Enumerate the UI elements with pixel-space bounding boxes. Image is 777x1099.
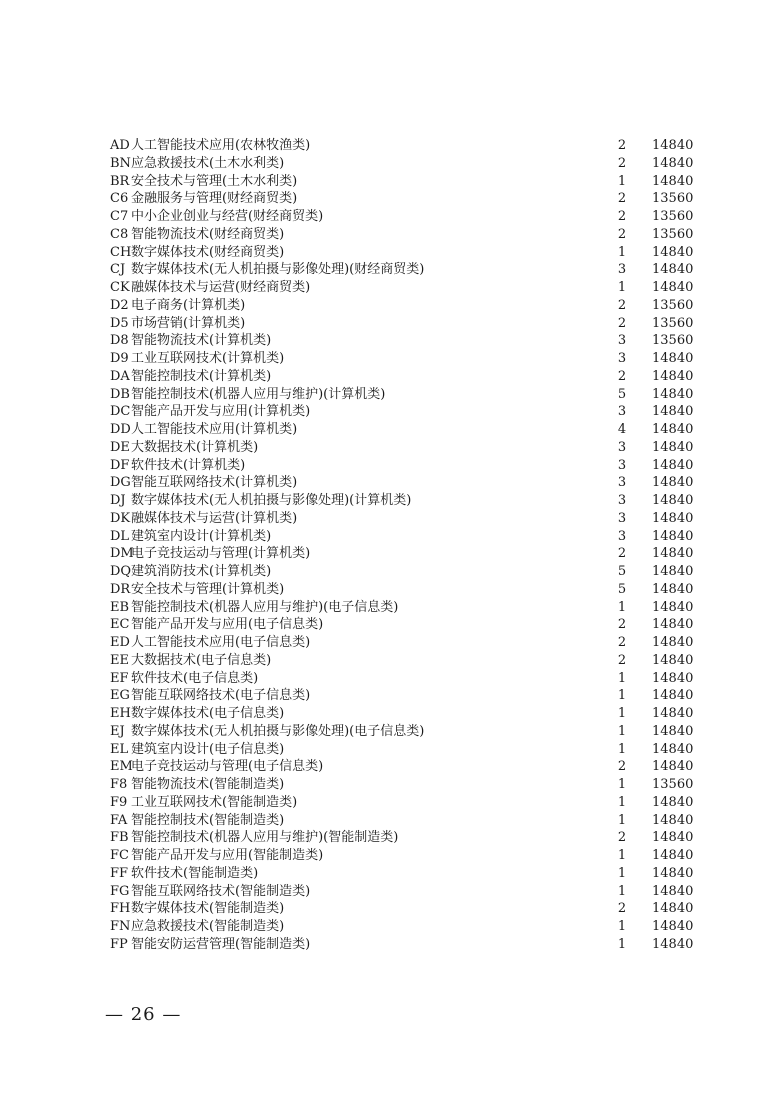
program-code: CJ	[110, 262, 126, 278]
program-fee: 14840	[652, 706, 694, 721]
table-row	[110, 900, 700, 918]
program-name: 电子商务(计算机类)	[131, 297, 246, 313]
program-count: 3	[617, 528, 627, 544]
program-count: 3	[617, 262, 627, 278]
program-fee: 14840	[652, 493, 694, 508]
program-name: 建筑室内设计(计算机类)	[131, 528, 272, 544]
table-row	[110, 776, 700, 794]
program-code: CK	[110, 280, 130, 295]
page-number: — 26 —	[105, 1004, 182, 1025]
table-row	[110, 687, 700, 705]
program-code: F8	[110, 777, 128, 792]
program-count: 2	[617, 368, 627, 384]
table-row	[110, 563, 700, 581]
table-row	[110, 634, 700, 652]
program-count: 1	[617, 599, 627, 615]
program-count: 2	[617, 226, 627, 242]
program-fee: 14840	[652, 564, 694, 579]
program-code: DB	[110, 386, 130, 402]
program-count: 3	[617, 404, 627, 420]
program-fee: 14840	[652, 351, 694, 366]
program-fee: 14840	[652, 422, 694, 437]
program-count: 1	[617, 812, 627, 828]
program-name: 市场营销(计算机类)	[131, 315, 246, 331]
table-row	[110, 332, 700, 350]
table-row	[110, 545, 700, 563]
program-code: EE	[110, 652, 129, 668]
table-row	[110, 350, 700, 368]
program-count: 3	[617, 333, 627, 349]
table-row	[110, 723, 700, 741]
program-fee: 14840	[652, 475, 694, 491]
program-code: F9	[110, 794, 128, 810]
program-name: 软件技术(计算机类)	[131, 457, 246, 473]
table-row	[110, 865, 700, 883]
program-code: DM	[110, 546, 134, 562]
program-fee: 14840	[652, 919, 694, 934]
program-fee: 14840	[652, 812, 694, 828]
table-row	[110, 758, 700, 776]
table-row	[110, 368, 700, 386]
program-name: 金融服务与管理(财经商贸类)	[131, 191, 298, 207]
program-code: EM	[110, 759, 133, 775]
program-name: 智能物流技术(计算机类)	[131, 333, 272, 349]
program-name: 智能安防运营管理(智能制造类)	[131, 936, 311, 952]
program-code: CH	[110, 244, 132, 260]
table-row	[110, 599, 700, 617]
program-code: DK	[110, 510, 131, 526]
program-fee: 14840	[652, 883, 694, 899]
program-name: 智能产品开发与应用(智能制造类)	[131, 848, 324, 863]
table-row	[110, 386, 700, 404]
program-name: 工业互联网技术(智能制造类)	[131, 794, 298, 810]
program-code: C6	[110, 191, 129, 207]
program-name: 数字媒体技术(无人机拍摄与影像处理)(电子信息类)	[131, 723, 425, 739]
program-name: 大数据技术(电子信息类)	[131, 652, 272, 668]
program-count: 4	[617, 422, 627, 437]
program-code: DQ	[110, 564, 132, 579]
program-code: DF	[110, 457, 130, 473]
program-fee: 14840	[652, 404, 694, 420]
program-count: 2	[617, 209, 627, 224]
program-fee: 13560	[652, 777, 694, 792]
program-fee: 13560	[652, 315, 694, 331]
program-code: D9	[110, 351, 129, 366]
table-row	[110, 741, 700, 759]
program-fee: 13560	[652, 333, 694, 349]
program-count: 1	[617, 865, 627, 881]
table-row	[110, 528, 700, 546]
program-fee: 14840	[652, 280, 694, 295]
program-name: 智能产品开发与应用(计算机类)	[131, 404, 311, 420]
table-row	[110, 812, 700, 830]
program-code: EG	[110, 688, 130, 704]
program-name: 人工智能技术应用(农林牧渔类)	[131, 138, 311, 153]
program-count: 2	[617, 617, 627, 633]
program-count: 1	[617, 706, 627, 721]
table-row	[110, 403, 700, 421]
program-name: 软件技术(智能制造类)	[131, 865, 259, 881]
program-fee: 14840	[652, 848, 694, 863]
program-code: BN	[110, 155, 131, 171]
program-code: DE	[110, 439, 130, 455]
program-fee: 14840	[652, 599, 694, 615]
program-fee: 14840	[652, 457, 694, 473]
program-code: C8	[110, 226, 129, 242]
program-code: ED	[110, 635, 130, 650]
program-name: 数字媒体技术(智能制造类)	[131, 901, 285, 917]
program-count: 2	[617, 901, 627, 917]
program-code: BR	[110, 173, 130, 189]
table-row	[110, 829, 700, 847]
program-name: 中小企业创业与经营(财经商贸类)	[131, 209, 324, 224]
program-count: 1	[617, 723, 627, 739]
program-count: 1	[617, 848, 627, 863]
program-name: 建筑室内设计(电子信息类)	[131, 741, 285, 757]
program-code: FF	[110, 865, 129, 881]
program-fee: 14840	[652, 386, 694, 402]
program-code: EH	[110, 706, 131, 721]
program-fee: 14840	[652, 510, 694, 526]
program-count: 1	[617, 173, 627, 189]
program-code: DD	[110, 422, 131, 437]
table-row	[110, 616, 700, 634]
table-row	[110, 883, 700, 901]
program-fee: 14840	[652, 865, 694, 881]
program-count: 1	[617, 794, 627, 810]
program-fee: 13560	[652, 191, 694, 207]
program-name: 应急救援技术(智能制造类)	[131, 919, 285, 934]
program-count: 1	[617, 936, 627, 952]
program-fee: 14840	[652, 581, 694, 597]
program-code: DG	[110, 475, 131, 491]
program-fee: 13560	[652, 226, 694, 242]
table-row	[110, 652, 700, 670]
program-fee: 14840	[652, 794, 694, 810]
program-count: 1	[617, 688, 627, 704]
program-name: 大数据技术(计算机类)	[131, 439, 259, 455]
table-row	[110, 936, 700, 954]
table-row	[110, 190, 700, 208]
program-count: 3	[617, 475, 627, 491]
program-fee: 14840	[652, 138, 694, 153]
program-name: 人工智能技术应用(计算机类)	[131, 422, 298, 437]
program-name: 应急救援技术(土木水利类)	[131, 155, 285, 171]
program-code: EL	[110, 741, 129, 757]
table-row	[110, 261, 700, 279]
program-code: FP	[110, 936, 128, 952]
program-count: 1	[617, 741, 627, 757]
table-row	[110, 670, 700, 688]
program-name: 融媒体技术与运营(财经商贸类)	[131, 280, 311, 295]
table-row	[110, 421, 700, 439]
program-fee: 14840	[652, 723, 694, 739]
program-fee: 14840	[652, 688, 694, 704]
program-count: 1	[617, 670, 627, 686]
program-fee: 14840	[652, 173, 694, 189]
program-code: C7	[110, 209, 129, 224]
program-code: DJ	[110, 493, 126, 508]
program-table	[110, 137, 700, 954]
table-row	[110, 439, 700, 457]
table-row	[110, 794, 700, 812]
program-name: 智能互联网络技术(计算机类)	[131, 475, 298, 491]
program-count: 3	[617, 439, 627, 455]
program-count: 3	[617, 351, 627, 366]
table-row	[110, 705, 700, 723]
program-fee: 14840	[652, 670, 694, 686]
program-name: 数字媒体技术(电子信息类)	[131, 706, 285, 721]
program-count: 5	[617, 581, 627, 597]
program-name: 建筑消防技术(计算机类)	[131, 564, 272, 579]
program-fee: 14840	[652, 901, 694, 917]
program-count: 2	[617, 652, 627, 668]
table-row	[110, 226, 700, 244]
program-code: EJ	[110, 723, 125, 739]
program-fee: 14840	[652, 528, 694, 544]
program-name: 智能物流技术(智能制造类)	[131, 777, 285, 792]
program-name: 融媒体技术与运营(计算机类)	[131, 510, 298, 526]
program-name: 智能控制技术(机器人应用与维护)(电子信息类)	[131, 599, 399, 615]
table-row	[110, 581, 700, 599]
program-name: 智能控制技术(机器人应用与维护)(计算机类)	[131, 386, 386, 402]
program-count: 3	[617, 457, 627, 473]
program-name: 工业互联网技术(计算机类)	[131, 351, 285, 366]
program-name: 安全技术与管理(计算机类)	[131, 581, 285, 597]
program-name: 智能物流技术(财经商贸类)	[131, 226, 285, 242]
table-row	[110, 297, 700, 315]
program-name: 电子竞技运动与管理(计算机类)	[131, 546, 311, 562]
table-row	[110, 173, 700, 191]
program-code: AD	[110, 138, 130, 153]
table-row	[110, 918, 700, 936]
program-count: 2	[617, 297, 627, 313]
table-row	[110, 208, 700, 226]
program-code: DC	[110, 404, 131, 420]
program-name: 数字媒体技术(无人机拍摄与影像处理)(财经商贸类)	[131, 262, 425, 278]
program-fee: 14840	[652, 936, 694, 952]
program-name: 智能互联网络技术(电子信息类)	[131, 688, 311, 704]
program-code: D5	[110, 315, 129, 331]
program-count: 3	[617, 510, 627, 526]
program-fee: 14840	[652, 830, 694, 846]
table-row	[110, 492, 700, 510]
table-row	[110, 457, 700, 475]
program-code: EC	[110, 617, 130, 633]
program-count: 2	[617, 546, 627, 562]
program-name: 智能控制技术(智能制造类)	[131, 812, 285, 828]
program-fee: 14840	[652, 155, 694, 171]
table-row	[110, 474, 700, 492]
program-code: DA	[110, 368, 130, 384]
program-count: 1	[617, 244, 627, 260]
program-count: 2	[617, 191, 627, 207]
program-name: 人工智能技术应用(电子信息类)	[131, 635, 311, 650]
program-code: FB	[110, 830, 129, 846]
table-row	[110, 510, 700, 528]
program-name: 智能互联网络技术(智能制造类)	[131, 883, 311, 899]
program-code: EB	[110, 599, 130, 615]
program-code: EF	[110, 670, 129, 686]
program-count: 1	[617, 777, 627, 792]
program-name: 数字媒体技术(无人机拍摄与影像处理)(计算机类)	[131, 493, 412, 508]
program-count: 2	[617, 315, 627, 331]
program-code: D8	[110, 333, 129, 349]
program-code: FH	[110, 901, 131, 917]
program-fee: 14840	[652, 741, 694, 757]
table-row	[110, 137, 700, 155]
program-count: 1	[617, 919, 627, 934]
table-row	[110, 155, 700, 173]
program-count: 5	[617, 386, 627, 402]
program-fee: 13560	[652, 209, 694, 224]
table-row	[110, 315, 700, 333]
program-count: 2	[617, 155, 627, 171]
program-count: 5	[617, 564, 627, 579]
program-name: 安全技术与管理(土木水利类)	[131, 173, 298, 189]
program-code: FN	[110, 919, 131, 934]
program-fee: 14840	[652, 262, 694, 278]
program-name: 数字媒体技术(财经商贸类)	[131, 244, 285, 260]
program-count: 2	[617, 830, 627, 846]
table-row	[110, 279, 700, 297]
program-fee: 14840	[652, 759, 694, 775]
program-fee: 14840	[652, 244, 694, 260]
program-code: DR	[110, 581, 131, 597]
program-count: 2	[617, 759, 627, 775]
program-count: 2	[617, 138, 627, 153]
program-name: 智能产品开发与应用(电子信息类)	[131, 617, 324, 633]
program-fee: 14840	[652, 652, 694, 668]
program-fee: 14840	[652, 439, 694, 455]
program-fee: 14840	[652, 617, 694, 633]
program-count: 1	[617, 883, 627, 899]
program-fee: 13560	[652, 297, 694, 313]
program-name: 智能控制技术(计算机类)	[131, 368, 272, 384]
program-code: FC	[110, 848, 129, 863]
program-name: 软件技术(电子信息类)	[131, 670, 259, 686]
program-count: 2	[617, 635, 627, 650]
table-row	[110, 244, 700, 262]
program-count: 3	[617, 493, 627, 508]
program-fee: 14840	[652, 546, 694, 562]
program-code: FA	[110, 812, 128, 828]
program-count: 1	[617, 280, 627, 295]
table-row	[110, 847, 700, 865]
program-fee: 14840	[652, 635, 694, 650]
program-fee: 14840	[652, 368, 694, 384]
program-name: 智能控制技术(机器人应用与维护)(智能制造类)	[131, 830, 399, 846]
program-name: 电子竞技运动与管理(电子信息类)	[131, 759, 324, 775]
program-code: FG	[110, 883, 130, 899]
program-code: DL	[110, 528, 130, 544]
program-code: D2	[110, 297, 129, 313]
